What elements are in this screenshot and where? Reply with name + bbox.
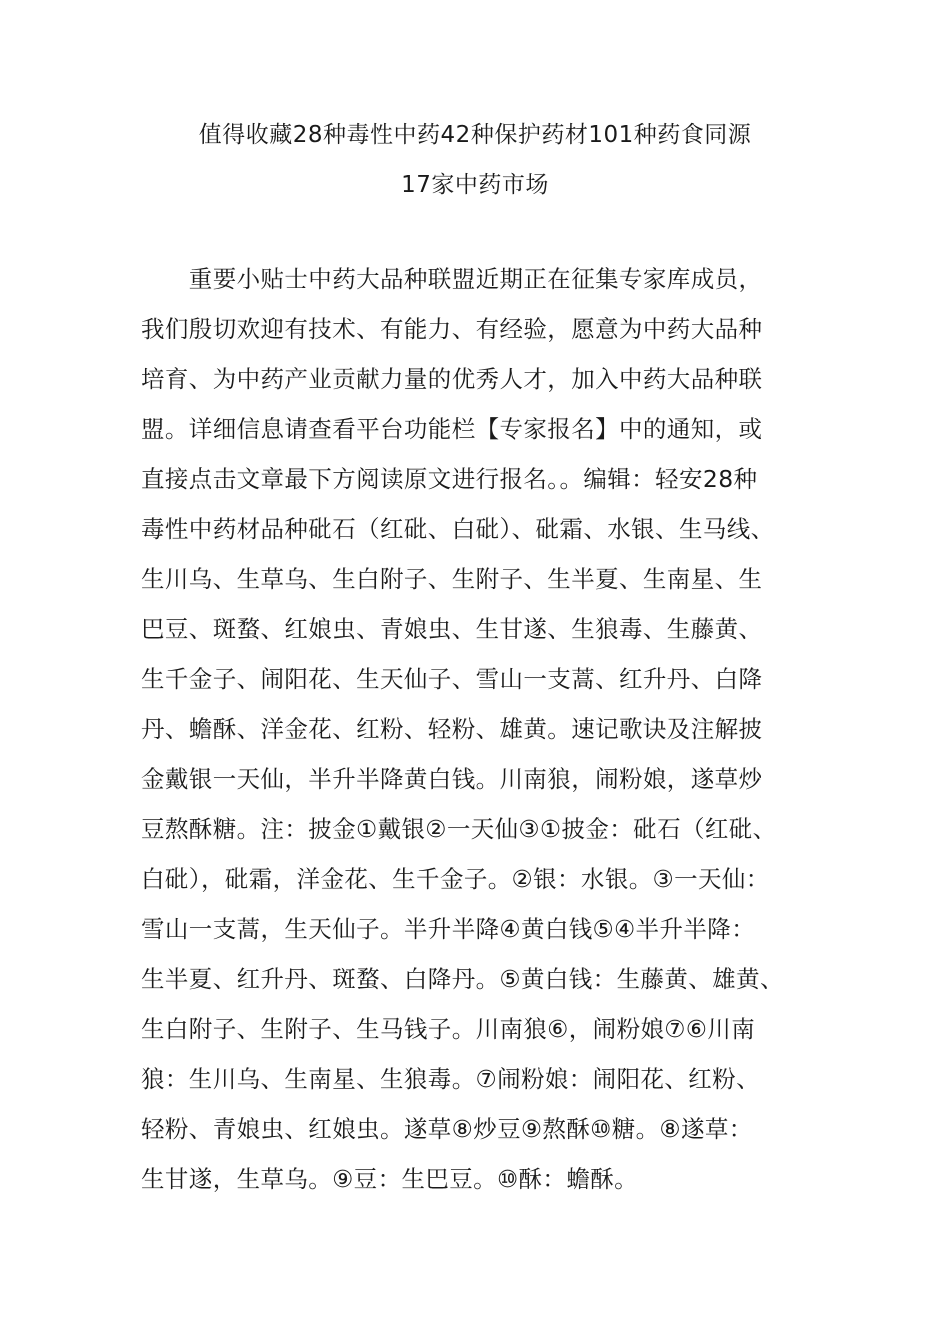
body-line: 金戴银一天仙，半升半降黄白钱。川南狼，闹粉娘，遂草炒 [141, 765, 763, 793]
body-line: 生甘遂，生草乌。⑨豆：生巴豆。⑩酥：蟾酥。 [141, 1165, 639, 1193]
body-line: 丹、蟾酥、洋金花、红粉、轻粉、雄黄。速记歌诀及注解披 [141, 715, 763, 743]
body-line: 生千金子、闹阳花、生天仙子、雪山一支蒿、红升丹、白降 [141, 665, 763, 693]
body-line: 重要小贴士中药大品种联盟近期正在征集专家库成员， [141, 265, 763, 293]
body-line: 轻粉、青娘虫、红娘虫。遂草⑧炒豆⑨熬酥⑩糖。⑧遂草： [141, 1115, 753, 1143]
body-line: 培育、为中药产业贡献力量的优秀人才，加入中药大品种联 [141, 365, 763, 393]
body-line: 生白附子、生附子、生马钱子。川南狼⑥，闹粉娘⑦⑥川南 [141, 1015, 756, 1043]
document-title-line-1: 值得收藏28种毒性中药42种保护药材101种药食同源 [198, 122, 752, 148]
body-line: 雪山一支蒿，生天仙子。半升半降④黄白钱⑤④半升半降： [141, 915, 756, 943]
body-line: 巴豆、斑蝥、红娘虫、青娘虫、生甘遂、生狼毒、生藤黄、 [141, 615, 763, 643]
body-line: 豆熬酥糖。注：披金①戴银②一天仙③①披金：砒石（红砒、 [141, 815, 777, 843]
body-line: 我们殷切欢迎有技术、有能力、有经验，愿意为中药大品种 [141, 315, 763, 343]
body-line: 狼：生川乌、生南星、生狼毒。⑦闹粉娘：闹阳花、红粉、 [141, 1065, 760, 1093]
body-line: 生半夏、红升丹、斑蝥、白降丹。⑤黄白钱：生藤黄、雄黄、 [141, 965, 784, 993]
body-line: 盟。详细信息请查看平台功能栏【专家报名】中的通知，或 [141, 415, 763, 443]
body-line: 毒性中药材品种砒石（红砒、白砒）、砒霜、水银、生马线、 [141, 515, 775, 543]
body-line: 白砒），砒霜，洋金花、生千金子。②银：水银。③一天仙： [141, 865, 770, 893]
document-title-line-2: 17家中药市场 [401, 172, 549, 198]
body-line: 生川乌、生草乌、生白附子、生附子、生半夏、生南星、生 [141, 565, 763, 593]
body-line: 直接点击文章最下方阅读原文进行报名。。编辑：轻安28种 [141, 465, 758, 493]
